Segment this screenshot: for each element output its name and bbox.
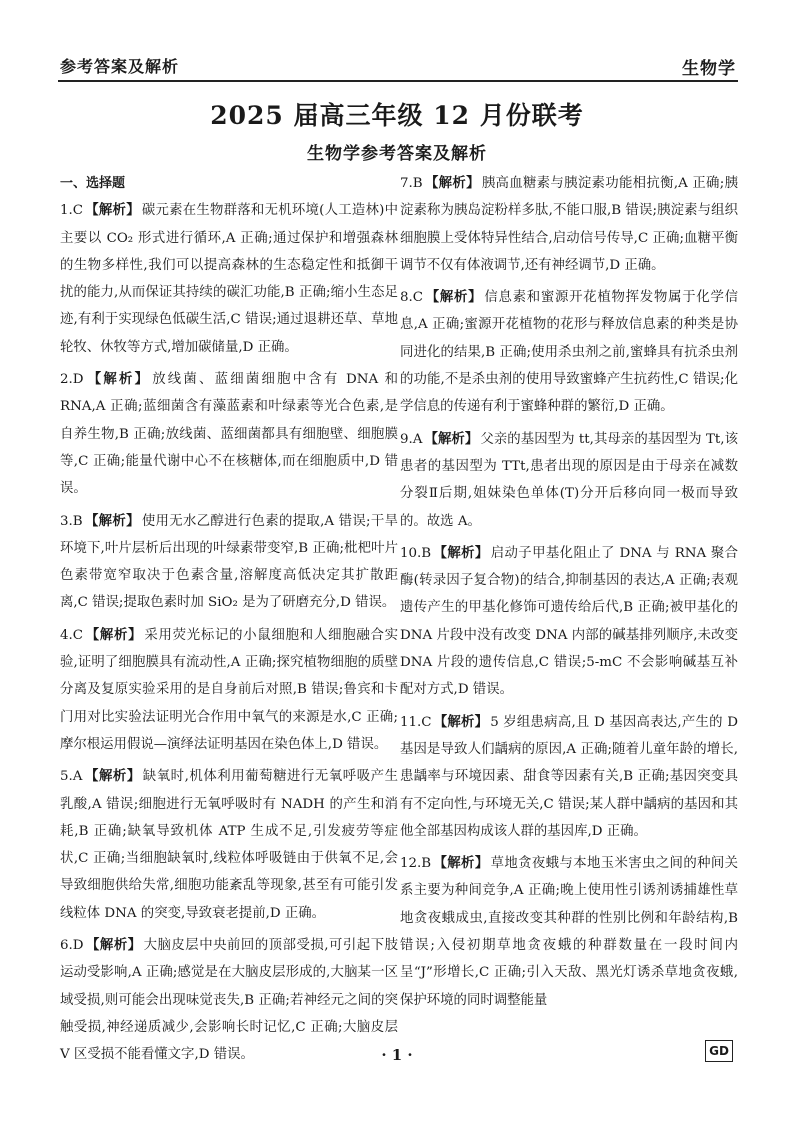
answer-item	[60, 622, 398, 758]
analysis-tag: 【解析】	[84, 513, 140, 529]
answer-number: 9.A	[400, 431, 423, 447]
answer-text: 放线菌、蓝细菌细胞中含有 DNA 和 RNA,A 正确;蓝细菌含有藻蓝素和叶绿素等光合色素,是自养生物,B 正确;放线菌、蓝细菌都具有细胞壁、细胞膜等,C 正确;能量代谢中心不在核糖体,而在细胞质中,D 错误。	[60, 372, 398, 497]
answer-text: 信息素和蜜源开花植物挥发物属于化学信息,A 正确;蜜源开花植物的花形与释放信息素的种类是协同进化的结果,B 正确;使用杀虫剂之前,蜜蜂具有抗杀虫剂的功能,不是杀虫剂的使用导致蜜蜂产生抗药性,C 错误;化学信息的传递有利于蜜蜂种群的繁衍,D 正确。	[400, 290, 739, 415]
section-heading: 一、选择题	[60, 176, 126, 191]
answer-text: 缺氧时,机体利用葡萄糖进行无氧呼吸产生乳酸,A 错误;细胞进行无氧呼吸时有 NADH 的产生和消耗,B 正确;缺氧导致机体 ATP 生成不足,引发疲劳等症状,C 正确;当细胞缺氧时,线粒体呼吸链由于供氧不足,会导致细胞供给失常,细胞功能紊乱等现象,甚至有可能引发线粒体 DNA 的突变,导致衰老提前,D 正确。	[60, 769, 398, 921]
answer-item	[400, 426, 738, 535]
answer-number: 4.C	[60, 627, 84, 643]
analysis-tag: 【解析】	[424, 431, 479, 447]
answer-number: 6.D	[60, 938, 84, 954]
header-subject-label: 生物学	[682, 59, 736, 79]
analysis-tag: 【解析】	[433, 714, 489, 730]
answer-number: 5.A	[60, 769, 83, 785]
answer-item	[60, 763, 398, 927]
answer-text: 草地贪夜蛾与本地玉米害虫之间的种间关系主要为种间竞争,A 正确;晚上使用性引诱剂诱捕雄性草地贪夜蛾成虫,直接改变其种群的性别比例和年龄结构,B 错误;入侵初期草地贪夜蛾的种群数量在一段时间内呈“J”形增长,C 正确;引入天敌、黑光灯诱杀草地贪夜蛾,保护环境的同时调整能量	[400, 856, 739, 1008]
answer-text: 采用荧光标记的小鼠细胞和人细胞融合实验,证明了细胞膜具有流动性,A 正确;探究植物细胞的质壁分离及复原实验采用的是自身前后对照,B 错误;鲁宾和卡门用对比实验法证明光合作用中氧气的来源是水,C 正确;摩尔根运用假说—演绎法证明基因在染色体上,D 错误。	[60, 627, 399, 752]
answer-number: 2.D	[60, 372, 84, 388]
analysis-tag: 【解析】	[424, 176, 480, 191]
answer-item	[60, 366, 398, 502]
right-column	[400, 170, 738, 1019]
answer-item	[400, 170, 738, 279]
answer-number: 8.C	[400, 290, 424, 306]
running-header	[58, 52, 738, 82]
header-left-label: 参考答案及解析	[60, 57, 180, 76]
answer-item	[400, 284, 738, 420]
answer-item	[60, 508, 398, 617]
analysis-tag: 【解析】	[433, 856, 489, 872]
answer-text: 使用无水乙醇进行色素的提取,A 错误;干旱环境下,叶片层析后出现的叶绿素带变窄,B 正确;枇杷叶片色素带宽窄取决于色素含量,溶解度高低决定其扩散距离,C 错误;提取色素时加 SiO₂ 是为了研磨充分,D 错误。	[60, 513, 398, 611]
answer-text: 启动子甲基化阻止了 DNA 与 RNA 聚合酶(转录因子复合物)的结合,抑制基因的表达,A 正确;表观遗传产生的甲基化修饰可遗传给后代,B 正确;被甲基化的 DNA 片段中没有改变 DNA 内部的碱基排列顺序,未改变 DNA 片段的遗传信息,C 错误;5-mC 不会影响碱基互补配对方式,D 错误。	[400, 545, 738, 698]
answer-number: 11.C	[400, 714, 432, 730]
answer-item	[400, 709, 738, 845]
answer-text: 父亲的基因型为 tt,其母亲的基因型为 Tt,该患者的基因型为 TTt,患者出现的原因是由于母亲在减数分裂Ⅱ后期,姐妹染色单体(T)分开后移向同一极而导致的。故选 A。	[400, 431, 738, 529]
analysis-tag: 【解析】	[85, 203, 140, 219]
answer-number: 10.B	[400, 545, 432, 561]
analysis-tag: 【解析】	[85, 627, 143, 643]
analysis-tag: 【解析】	[433, 545, 489, 561]
answer-text: 大脑皮层中央前回的顶部受损,可引起下肢运动受影响,A 正确;感觉是在大脑皮层形成的,大脑某一区域受损,则可能会出现味觉丧失,B 正确;若神经元之间的突触受损,神经递质减少,会影响长时记忆,C 正确;大脑皮层 V 区受损不能看懂文字,D 错误。	[60, 938, 398, 1063]
answer-item	[60, 197, 398, 361]
analysis-tag: 【解析】	[84, 769, 141, 785]
answer-number: 1.C	[60, 203, 84, 219]
answer-number: 12.B	[400, 856, 432, 872]
region-badge: GD	[705, 1040, 733, 1062]
left-column	[60, 170, 398, 1074]
answer-text: 碳元素在生物群落和无机环境(人工造林)中主要以 CO₂ 形式进行循环,A 正确;通过保护和增强森林的生物多样性,我们可以提高森林的生态稳定性和抵御干扰的能力,从而保证其持续的碳汇功能,B 正确;缩小生态足迹,有利于实现绿色低碳生活,C 错误;通过退耕还草、草地轮牧、休牧等方式,增加碳储量,D 正确。	[60, 203, 398, 355]
answer-number: 7.B	[400, 176, 423, 191]
answer-text: 5 岁组患病高,且 D 基因高表达,产生的 D 基因是导致人们龋病的原因,A 正确;随着儿童年龄的增长,患龋率与环境因素、甜食等因素有关,B 正确;基因突变具有不定向性,与环境无关,C 错误;某人群中龋病的基因和其他全部基因构成该人群的基因库,D 正确。	[400, 714, 739, 839]
analysis-tag: 【解析】	[425, 290, 483, 306]
answer-text: 胰高血糖素与胰淀素功能相抗衡,A 正确;胰淀素称为胰岛淀粉样多肽,不能口服,B 错误;胰淀素与组织细胞膜上受体特异性结合,启动信号传导,C 正确;血糖平衡调节不仅有体液调节,还有神经调节,D 正确。	[400, 176, 738, 273]
answer-item	[400, 540, 738, 704]
analysis-tag: 【解析】	[85, 372, 151, 388]
page-subtitle: 生物学参考答案及解析	[307, 144, 487, 164]
answer-number: 3.B	[60, 513, 83, 529]
analysis-tag: 【解析】	[85, 938, 142, 954]
answer-item	[400, 850, 738, 1014]
page-number: · 1 ·	[381, 1046, 413, 1064]
page-title: 2025 届高三年级 12 月份联考	[210, 101, 584, 130]
